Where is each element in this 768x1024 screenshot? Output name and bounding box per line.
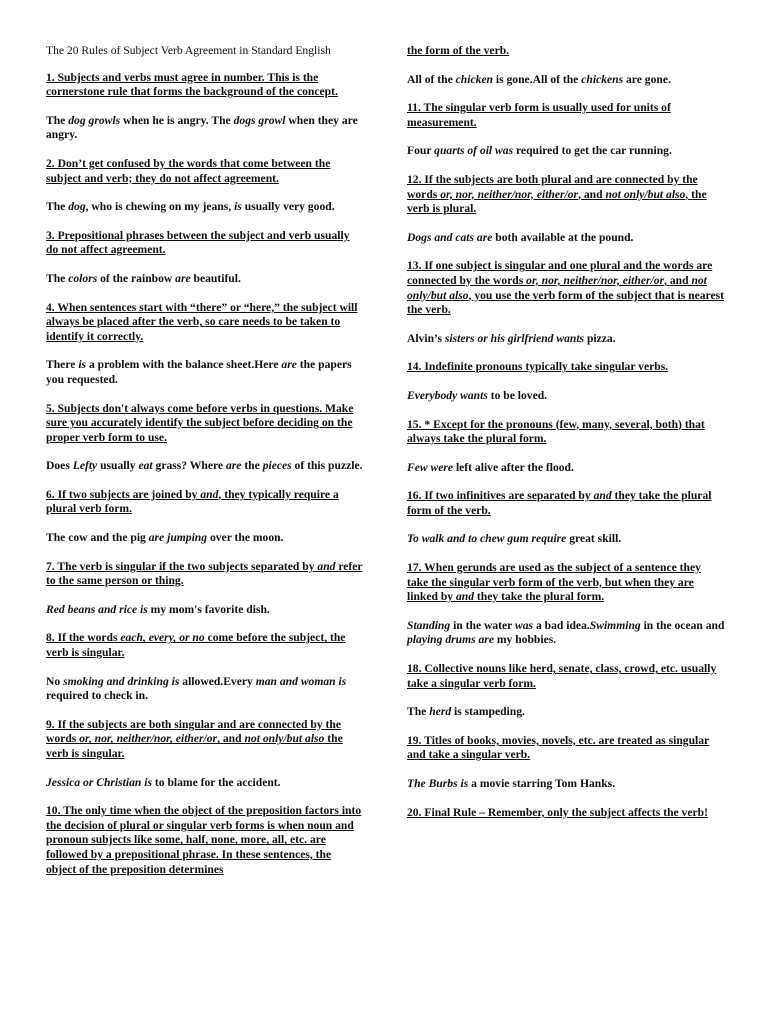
rule-text: 18. Collective nouns like herd, senate, class, crowd, etc. usually take a singular verb form.	[407, 662, 717, 690]
example-text: Dogs and cats are both available at the pound.	[407, 230, 634, 244]
example-text: Few were left alive after the flood.	[407, 460, 574, 474]
rule-text: 11. The singular verb form is usually used for units of measurement.	[407, 101, 671, 129]
rule-text: 17. When gerunds are used as the subject of a sentence they take the singular verb form of the verb, but when they are linked by and they take the plural form.	[407, 561, 701, 604]
rule-text: the form of the verb.	[407, 44, 510, 57]
rule-text: 8. If the words each, every, or no come before the subject, the verb is singular.	[46, 631, 346, 660]
example-text: All of the chicken is gone.All of the chickens are gone.	[407, 72, 671, 86]
rule-text: 9. If the subjects are both singular and are connected by the words or, nor, neither/nor, either/or, and not only/but also the verb is singular.	[46, 717, 343, 760]
rule-text: 12. If the subjects are both plural and are connected by the words or, nor, neither/nor, either/or, and not only/but also, the verb is plural.	[407, 172, 707, 216]
rule-text: 15. * Except for the pronouns (few, many, several, both) that always take the plural form.	[407, 417, 705, 446]
example-text: There is a problem with the balance sheet.Here are the papers you requested.	[46, 358, 352, 386]
example-text: Does Lefty usually eat grass? Where are the pieces of this puzzle.	[46, 459, 363, 473]
right-blocks	[407, 44, 725, 820]
rule-text: 20. Final Rule – Remember, only the subject affects the verb!	[407, 805, 708, 819]
right-column	[407, 44, 725, 834]
rule-text: 16. If two infinitives are separated by and they take the plural form of the verb.	[407, 489, 712, 517]
example-text: Red beans and rice is my mom's favorite dish.	[46, 602, 270, 616]
rule-text: 4. When sentences start with “there” or “here,” the subject will always be placed after the verb, so care needs to be taken to identify it correctly.	[46, 300, 358, 343]
example-text: Everybody wants to be loved.	[407, 388, 548, 402]
example-text: The herd is stampeding.	[407, 705, 525, 719]
example-text: Standing in the water was a bad idea.Swimming in the ocean and playing drums are my hobbies.	[407, 618, 725, 647]
rule-text: 19. Titles of books, movies, novels, etc. are treated as singular and take a singular verb.	[407, 733, 710, 762]
rule-text: 2. Don’t get confused by the words that come between the subject and verb; they do not affect agreement.	[46, 156, 331, 185]
example-text: The cow and the pig are jumping over the moon.	[46, 531, 284, 545]
rule-text: 3. Prepositional phrases between the subject and verb usually do not affect agreement.	[46, 228, 350, 257]
rule-text: 7. The verb is singular if the two subjects separated by and refer to the same person or thing.	[46, 559, 363, 588]
example-text: Jessica or Christian is to blame for the accident.	[46, 775, 281, 789]
example-text: The dog growls when he is angry. The dogs growl when they are angry.	[46, 113, 358, 142]
left-column	[46, 44, 364, 891]
rule-text: 5. Subjects don't always come before verbs in questions. Make sure you accurately identify the subject before deciding on the proper verb form to use.	[46, 401, 354, 444]
example-text: Alvin’s sisters or his girlfriend wants pizza.	[407, 331, 616, 345]
example-text: To walk and to chew gum require great skill.	[407, 532, 622, 546]
rule-text: 10. The only time when the object of the preposition factors into the decision of plural or singular verb forms is when noun and pronoun subjects like some, half, none, more, all, etc. are followed by a prepositional phrase. In these sentences, the object of the preposition determines	[46, 804, 362, 876]
rule-text: 13. If one subject is singular and one plural and the words are connected by the words or, nor, neither/nor, either/or, and not only/but also, you use the verb form of the subject that is nearest the verb.	[407, 259, 724, 317]
rule-text: 1. Subjects and verbs must agree in number. This is the cornerstone rule that forms the background of the concept.	[46, 70, 338, 99]
example-text: The Burbs is a movie starring Tom Hanks.	[407, 777, 616, 790]
example-text: The colors of the rainbow are beautiful.	[46, 271, 241, 285]
example-text: Four quarts of oil was required to get the car running.	[407, 144, 672, 158]
example-text: The dog, who is chewing on my jeans, is usually very good.	[46, 200, 335, 214]
left-blocks	[46, 71, 364, 878]
rule-text: 14. Indefinite pronouns typically take singular verbs.	[407, 360, 669, 374]
rule-text: 6. If two subjects are joined by and, they typically require a plural verb form.	[46, 487, 339, 516]
document-title: The 20 Rules of Subject Verb Agreement in Standard English	[46, 44, 331, 57]
example-text: No smoking and drinking is allowed.Every man and woman is required to check in.	[46, 674, 347, 703]
